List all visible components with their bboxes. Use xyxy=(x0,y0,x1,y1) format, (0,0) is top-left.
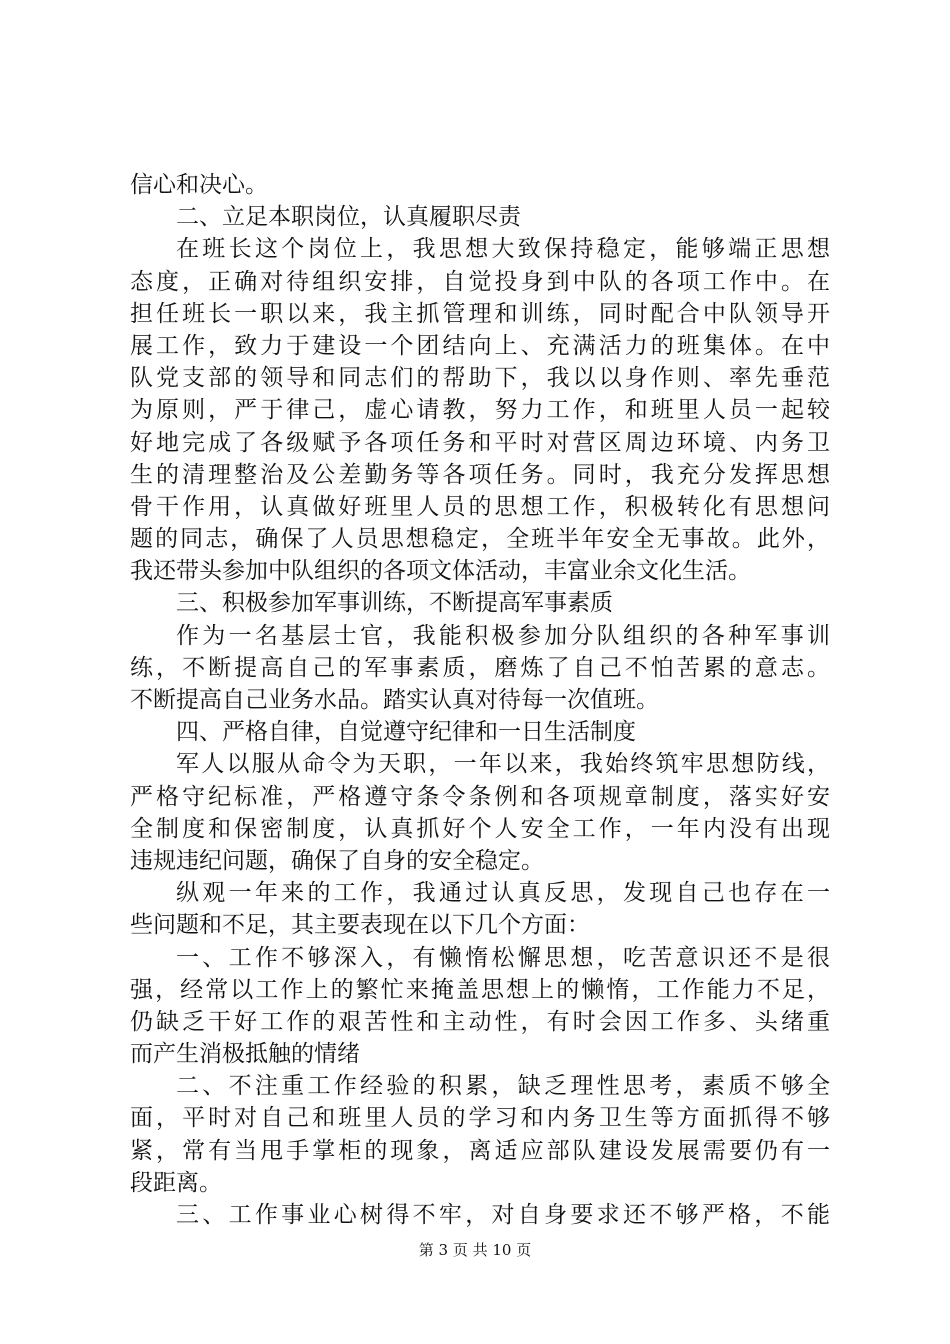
text-line: 全制度和保密制度，认真抓好个人安全工作，一年内没有出现 xyxy=(130,815,830,842)
text-line: 军人以服从命令为天职，一年以来，我始终筑牢思想防线， xyxy=(176,751,830,778)
text-line: 四、严格自律，自觉遵守纪律和一日生活制度 xyxy=(176,719,636,746)
text-line: 一、工作不够深入，有懒惰松懈思想，吃苦意识还不是很 xyxy=(176,944,830,971)
text-line: 三、工作事业心树得不牢，对自身要求还不够严格，不能 xyxy=(176,1202,830,1228)
text-line: 仍缺乏干好工作的艰苦性和主动性，有时会因工作多、头绪重 xyxy=(130,1008,830,1035)
text-line: 纵观一年来的工作，我通过认真反思，发现自己也存在一 xyxy=(176,880,830,907)
page-footer: 第 3 页 共 10 页 xyxy=(418,1241,532,1259)
text-line: 练，不断提高自己的军事素质，磨炼了自己不怕苦累的意志。 xyxy=(130,654,830,681)
text-line: 为原则，严于律己，虚心请教，努力工作，和班里人员一起较 xyxy=(130,397,830,424)
text-line: 二、立足本职岗位，认真履职尽责 xyxy=(176,204,521,231)
text-line: 三、积极参加军事训练，不断提高军事素质 xyxy=(176,590,613,617)
text-line: 违规违纪问题，确保了自身的安全稳定。 xyxy=(130,847,544,874)
text-line: 态度，正确对待组织安排，自觉投身到中队的各项工作中。在 xyxy=(130,268,830,295)
text-line: 段距离。 xyxy=(130,1169,222,1196)
text-line: 担任班长一职以来，我主抓管理和训练，同时配合中队领导开 xyxy=(130,300,830,327)
document-body xyxy=(130,169,830,1231)
text-line: 面，平时对自己和班里人员的学习和内务卫生等方面抓得不够 xyxy=(130,1105,830,1132)
text-line: 我还带头参加中队组织的各项文体活动，丰富业余文化生活。 xyxy=(130,558,751,585)
text-line: 而产生消极抵触的情绪 xyxy=(130,1041,360,1068)
text-line: 严格守纪标准，严格遵守条令条例和各项规章制度，落实好安 xyxy=(130,783,830,810)
text-line: 信心和决心。 xyxy=(130,172,268,198)
text-line: 生的清理整治及公差勤务等各项任务。同时，我充分发挥思想 xyxy=(130,461,830,488)
text-line: 些问题和不足，其主要表现在以下几个方面： xyxy=(130,912,590,939)
text-line: 强，经常以工作上的繁忙来掩盖思想上的懒惰，工作能力不足， xyxy=(130,976,830,1003)
text-line: 好地完成了各级赋予各项任务和平时对营区周边环境、内务卫 xyxy=(130,429,830,456)
text-line: 题的同志，确保了人员思想稳定，全班半年安全无事故。此外， xyxy=(130,526,830,553)
text-line: 二、不注重工作经验的积累，缺乏理性思考，素质不够全 xyxy=(176,1073,830,1100)
text-line: 骨干作用，认真做好班里人员的思想工作，积极转化有思想问 xyxy=(130,493,830,520)
text-line: 队党支部的领导和同志们的帮助下，我以以身作则、率先垂范 xyxy=(130,365,830,392)
text-line: 作为一名基层士官，我能积极参加分队组织的各种军事训 xyxy=(176,622,830,649)
text-line: 不断提高自己业务水品。踏实认真对待每一次值班。 xyxy=(130,687,659,713)
text-line: 紧，常有当甩手掌柜的现象，离适应部队建设发展需要仍有一 xyxy=(130,1137,830,1164)
text-line: 在班长这个岗位上，我思想大致保持稳定，能够端正思想 xyxy=(176,236,830,263)
text-line: 展工作，致力于建设一个团结向上、充满活力的班集体。在中 xyxy=(130,332,830,359)
